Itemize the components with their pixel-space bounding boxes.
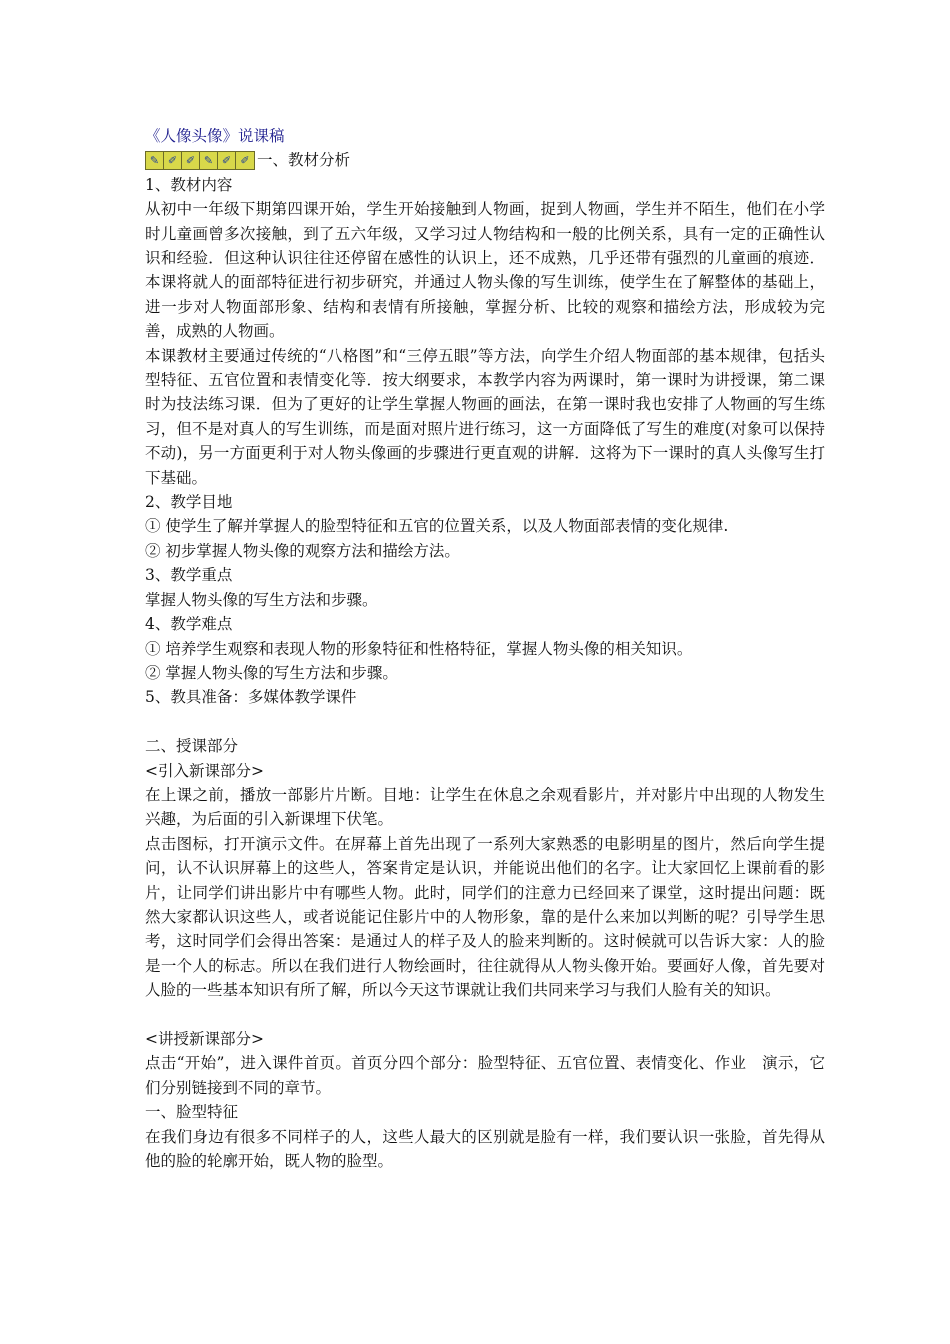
paragraph: 掌握人物头像的写生方法和步骤。 [145, 590, 378, 609]
subheading-goals: 2、教学目地 [145, 493, 233, 512]
paragraph: 从初中一年级下期第四课开始，学生开始接触到人物画，捉到人物画，学生并不陌生，他们在小学时儿童画曾多次接触，到了五六年级，又学习过人物结构和一般的比例关系，具有一定的正确性认识和经验．但这种认识往往还停留在感性的认识上，还不成熟，几乎还带有强烈的儿童画的痕迹．本课将就人的面部特征进行初步研究，并通过人物头像的写生训练，使学生在了解整体的基础上，进一步对人物面部形象、结构和表情有所接触，掌握分析、比较的观察和描绘方法，形成较为完善，成熟的人物画。 [145, 200, 825, 341]
blank-line [145, 710, 825, 734]
list-item: ② 掌握人物头像的写生方法和步骤。 [145, 663, 398, 682]
document-page [145, 124, 825, 1173]
subheading-difficulties: 4、教学难点 [145, 615, 233, 634]
subheading-key-points: 3、教学重点 [145, 566, 233, 585]
paragraph: 点击图标，打开演示文件。在屏幕上首先出现了一系列大家熟悉的电影明星的图片，然后向学生提问，认不认识屏幕上的这些人，答案肯定是认识，并能说出他们的名字。让大家回忆上课前看的影片，让同学们讲出影片中有哪些人物。此时，同学们的注意力已经回来了课堂，这时提出问题：既然大家都认识这些人，或者说能记住影片中的人物形象，靠的是什么来加以判断的呢？引导学生思考，这时同学们会得出答案：是通过人的样子及人的脸来判断的。这时候就可以告诉大家：人的脸是一个人的标志。所以在我们进行人物绘画时，往往就得从人物头像开始。要画好人像，首先要对人脸的一些基本知识有所了解，所以今天这节课就让我们共同来学习与我们人脸有关的知识。 [145, 834, 825, 1000]
section2-heading: 二、授课部分 [145, 737, 239, 756]
subheading-content: 1、教材内容 [145, 175, 233, 194]
list-item: ① 培养学生观察和表现人物的形象特征和性格特征，掌握人物头像的相关知识。 [145, 639, 693, 658]
section1-heading: 一、教材分析 [257, 151, 351, 170]
list-item: ① 使学生了解并掌握人的脸型特征和五官的位置关系，以及人物面部表情的变化规律. [145, 517, 729, 536]
intro-heading: <引入新课部分> [145, 761, 264, 780]
blank-line [145, 1003, 825, 1027]
list-item: ② 初步掌握人物头像的观察方法和描绘方法。 [145, 541, 460, 560]
doc-icon: ✎ [200, 152, 218, 169]
face-heading: 一、脸型特征 [145, 1103, 239, 1122]
clip-icon: ✐ [218, 152, 236, 169]
document-title: 《人像头像》说课稿 [145, 127, 285, 145]
clip-icon: ✐ [164, 152, 182, 169]
section1-heading-row [145, 148, 825, 172]
icon-strip [145, 151, 255, 170]
paragraph: 在我们身边有很多不同样子的人，这些人最大的区别就是脸有一样，我们要认识一张脸，首先得从他的脸的轮廓开始，既人物的脸型。 [145, 1127, 825, 1171]
clip-icon: ✐ [240, 154, 250, 168]
clip-icon: ✐ [182, 152, 200, 169]
paragraph: 本课教材主要通过传统的“八格图”和“三停五眼”等方法，向学生介绍人物面部的基本规律，包括头型特征、五官位置和表情变化等．按大纲要求，本教学内容为两课时，第一课时为讲授课，第二课时为技法练习课．但为了更好的让学生掌握人物画的画法，在第一课时我也安排了人物画的写生练习，但不是对真人的写生训练，而是面对照片进行练习，这一方面降低了写生的难度(对象可以保持不动)，另一方面更利于对人物头像画的步骤进行更直观的讲解．这将为下一课时的真人头像写生打下基础。 [145, 346, 825, 487]
lecture-heading: <讲授新课部分> [145, 1029, 264, 1048]
subheading-materials: 5、教具准备：多媒体教学课件 [145, 688, 357, 707]
paragraph: 点击“开始”，进入课件首页。首页分四个部分：脸型特征、五官位置、表情变化、作业 演示，它们分别链接到不同的章节。 [145, 1054, 825, 1097]
paragraph: 在上课之前，播放一部影片片断。目地：让学生在休息之余观看影片，并对影片中出现的人物发生兴趣，为后面的引入新课埋下伏笔。 [145, 785, 825, 829]
doc-icon: ✎ [146, 152, 164, 169]
